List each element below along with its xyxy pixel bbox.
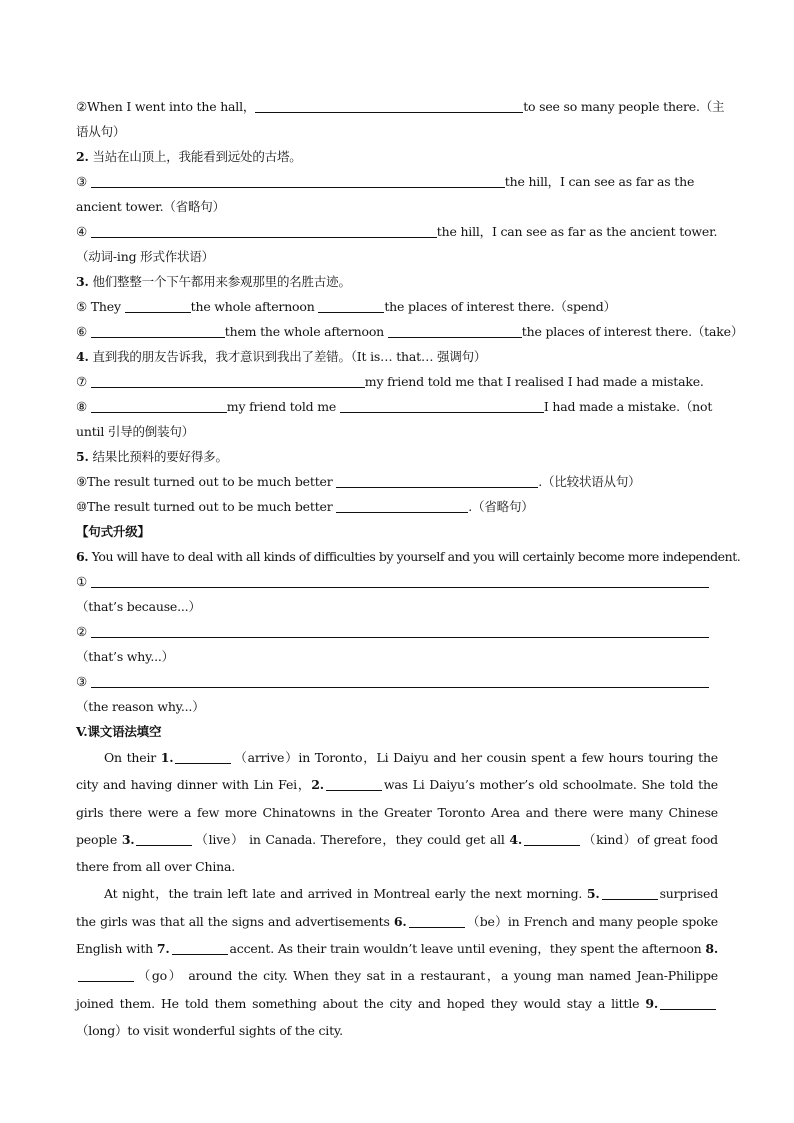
- question-2-title: 2. 当站在山顶上，我能看到远处的古塔。: [76, 149, 302, 164]
- grammar-fill-passage: [76, 744, 718, 1044]
- answer-blank[interactable]: [91, 324, 225, 338]
- item-number: ⑩: [76, 499, 88, 514]
- item-number: ⑥: [76, 324, 88, 339]
- section-5-title: V.课文语法填空: [76, 724, 162, 739]
- answer-blank[interactable]: [409, 915, 465, 928]
- hint-text: （the reason why...）: [76, 699, 205, 714]
- item-number: ①: [76, 574, 88, 589]
- answer-blank[interactable]: [91, 374, 365, 388]
- item-number: ③: [76, 674, 88, 689]
- answer-blank[interactable]: [91, 624, 709, 638]
- q2-line-4: ④ the hill，I can see as far as the ancient tower.: [76, 224, 718, 239]
- paragraph-2: At night，the train left late and arrived in Montreal early the next morning. 5. surprised the girls was that all the signs and advertisements 6. （be）in French and many people spoke English with 7. accent. As their train wouldn’t leave until evening，they spent the afternoon 8.（go） around the city. When they sat in a restaurant，a young man named Jean-Philippe joined them. He told them something about the city and hoped they would stay a little 9.（long）to visit wonderful sights of the city.: [76, 886, 719, 1038]
- item-number: ②: [76, 99, 88, 114]
- upgrade-item-2: [76, 623, 718, 641]
- answer-blank[interactable]: [602, 887, 658, 900]
- answer-blank[interactable]: [336, 474, 538, 488]
- answer-blank[interactable]: [78, 969, 134, 982]
- item-number: ⑨: [76, 474, 88, 489]
- answer-blank[interactable]: [136, 833, 192, 846]
- answer-blank[interactable]: [125, 299, 191, 313]
- question-6: 6. You will have to deal with all kinds of difficulties by yourself and you will certainly become more independent.: [76, 549, 741, 564]
- question-3-title: 3. 他们整整一个下午都用来参观那里的名胜古迹。: [76, 274, 351, 289]
- item-number: ④: [76, 224, 88, 239]
- answer-blank[interactable]: [660, 997, 716, 1010]
- answer-blank[interactable]: [91, 674, 709, 688]
- answer-blank[interactable]: [91, 224, 437, 238]
- item-number: ⑧: [76, 399, 88, 414]
- answer-blank[interactable]: [340, 399, 544, 413]
- answer-blank[interactable]: [336, 499, 468, 513]
- q5-line-10: ⑩The result turned out to be much better .（省略句）: [76, 499, 534, 514]
- upgrade-item-3: [76, 673, 718, 691]
- question-4-title: 4. 直到我的朋友告诉我，我才意识到我出了差错。（It is… that… 强调句）: [76, 349, 487, 364]
- question-5-title: 5. 结果比预料的要好得多。: [76, 449, 228, 464]
- answer-blank[interactable]: [91, 174, 505, 188]
- answer-blank[interactable]: [172, 942, 228, 955]
- q2-line-3: ③ the hill，I can see as far as the: [76, 174, 695, 189]
- upgrade-header: 【句式升级】: [76, 524, 150, 539]
- answer-blank[interactable]: [255, 99, 523, 113]
- q4-line-8: ⑧ my friend told me I had made a mistake.（not: [76, 399, 713, 414]
- item-number: ③: [76, 174, 88, 189]
- item-number: ②: [76, 624, 88, 639]
- q3-line-6: ⑥ them the whole afternoon the places of interest there.（take）: [76, 324, 744, 339]
- q5-line-9: ⑨The result turned out to be much better .（比较状语从句）: [76, 474, 641, 489]
- answer-blank[interactable]: [524, 833, 580, 846]
- paragraph-1: On their 1. （arrive）in Toronto，Li Daiyu and her cousin spent a few hours touring the city and having dinner with Lin Fei，2. was Li Daiyu’s mother’s old schoolmate. She told the girls there were a few more Chinatowns in the Greater Toronto Area and there were many Chinese people 3. （live） in Canada. Therefore，they could get all 4. （kind）of great food there from all over China.: [76, 750, 718, 875]
- answer-blank[interactable]: [326, 778, 382, 791]
- q3-line-5: ⑤ They the whole afternoon the places of interest there.（spend）: [76, 299, 616, 314]
- worksheet-page: ②When I went into the hall， to see so many people there.（主 语从句） 2. 当站在山顶上，我能看到远处的古塔。 ③ the hill，I can see as far as the ancient tower.（省略句） ④ the hill，I can see as far as the ancient tower. （动词-ing 形式作状语） 3. 他们整整一个下午都用来参观那里的名胜古迹。 ⑤ They the whole afternoon the places of interest there.（spend） ⑥ them the whole afternoon the places of interest there.（take） 4. 直到我的朋友告诉我，我才意识到我出了差错。（It is… that… 强调句） ⑦ my friend told me that I realised I had made a mistake. ⑧ my friend told me I had made a mistake.（not until 引导的倒装句） 5. 结果比预料的要好得多。 ⑨The result turned out to be much better .（比较状语从句） ⑩The result turned out to be much better .（省略句） 【句式升级】 6. You will have to deal with all kinds of difficulties by yourself and you will certainly become more independent. ① （that’s because...） ② （that’s why...） ③ （the reason why...） V.课文语法填空 On their 1. （arrive）in Toronto，Li Daiyu and her cousin spent a few hours touring the city and having dinner with Lin Fei，2. was Li Daiyu’s mother’s old schoolmate. She told the girls there were a few more Chinatowns in the Greater Toronto Area and there were many Chinese people 3. （live） in Canada. Therefore，they could get all 4. （kind）of great food there from all over China. At night，the train left late and arrived in Montreal early the next morning. 5. surprised the girls was that all the signs and advertisements 6. （be）in French and many people spoke English with 7. accent. As their train wouldn’t leave until evening，they spent the afternoon 8.（go） around the city. When they sat in a restaurant，a young man named Jean-Philippe joined them. He told them something about the city and hoped they would stay a little 9.（long）to visit wonderful sights of the city.: [0, 0, 794, 1123]
- q4-line-7: ⑦ my friend told me that I realised I had made a mistake.: [76, 374, 704, 389]
- q1-line-2: ②When I went into the hall， to see so many people there.（主: [76, 99, 725, 114]
- answer-blank[interactable]: [388, 324, 522, 338]
- hint-text: （that’s why...）: [76, 649, 174, 664]
- answer-blank[interactable]: [91, 574, 709, 588]
- hint-text: （that’s because...）: [76, 599, 201, 614]
- item-number: ⑦: [76, 374, 88, 389]
- answer-blank[interactable]: [91, 399, 227, 413]
- item-number: ⑤: [76, 299, 88, 314]
- upgrade-item-1: [76, 573, 718, 591]
- answer-blank[interactable]: [318, 299, 384, 313]
- answer-blank[interactable]: [175, 751, 231, 764]
